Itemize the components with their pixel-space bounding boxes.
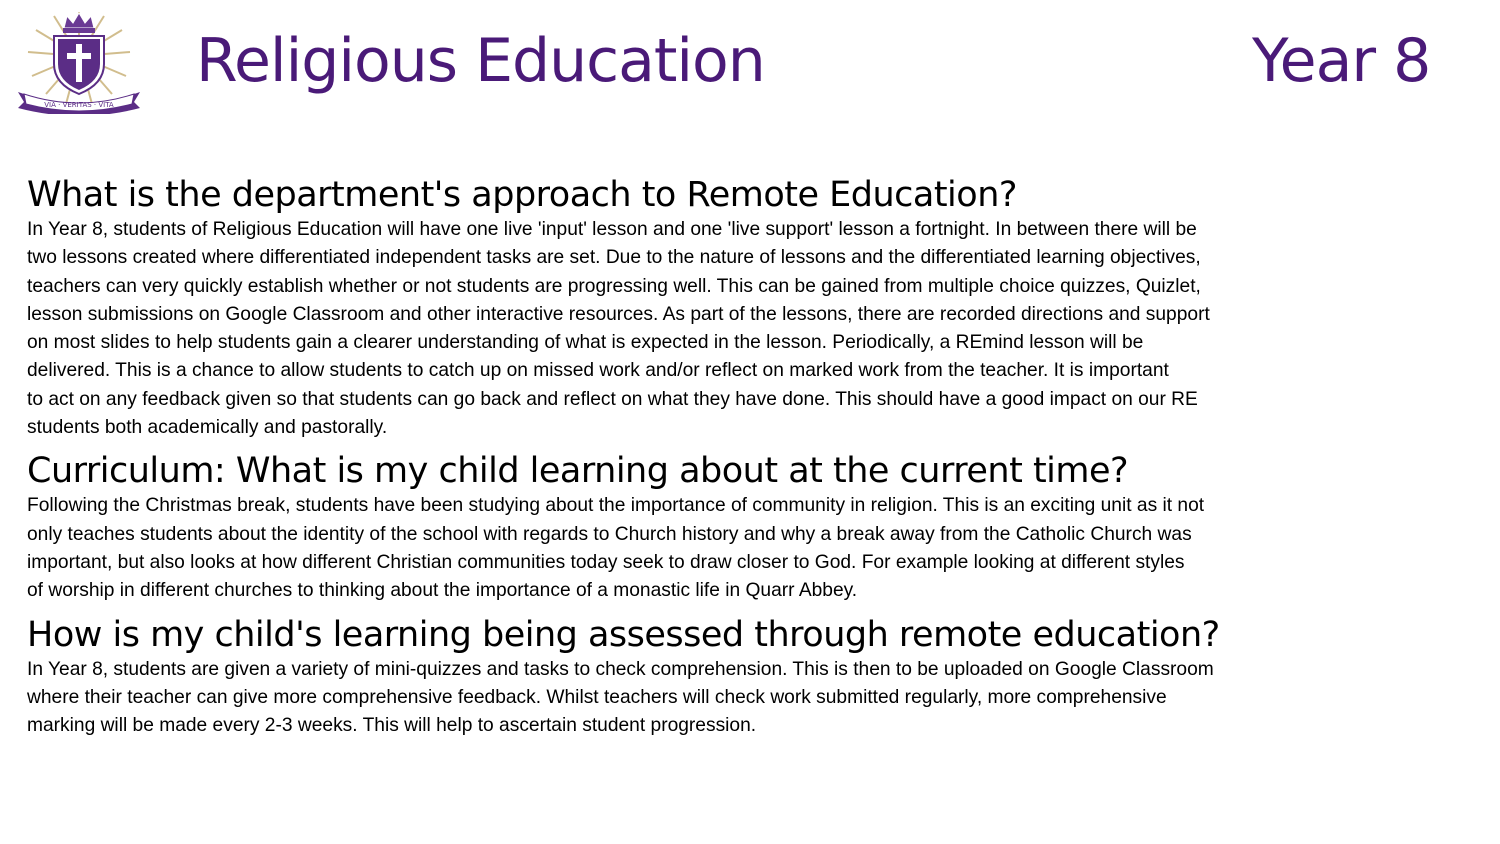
section-heading: Curriculum: What is my child learning about at the current time? (27, 451, 1129, 492)
page-title: Religious Education (196, 26, 765, 96)
section-body: In Year 8, students are given a variety of mini-quizzes and tasks to check comprehension. This is then to be uploaded on Google Classroom where their teacher can give more comprehensive feedback. Whilst teachers will check work submitted regularly, more comprehensive marking will be made every 2-3 weeks. This will help to ascertain student progression. (27, 658, 1214, 737)
section-remote-approach (27, 174, 1487, 442)
year-label: Year 8 (1252, 26, 1431, 96)
section-body: In Year 8, students of Religious Education will have one live 'input' lesson and one 'live support' lesson a fortnight. In between there will be two lessons created where differentiated independent tasks are set. Due to the nature of lessons and the differentiated learning objectives, teachers can very quickly establish whether or not students are progressing well. This can be gained from multiple choice quizzes, Quizlet, lesson submissions on Google Classroom and other interactive resources. As part of the lessons, there are recorded directions and support on most slides to help students gain a clearer understanding of what is expected in the lesson. Periodically, a REmind lesson will be delivered. This is a chance to allow students to catch up on missed work and/or reflect on marked work from the teacher. It is important to act on any feedback given so that students can go back and reflect on what they have done. This should have a good impact on our RE students both academically and pastorally. (27, 219, 1210, 439)
crest-motto: VIA · VERITAS · VITA (44, 101, 114, 109)
section-body: Following the Christmas break, students have been studying about the importance of community in religion. This is an exciting unit as it not only teaches students about the identity of the school with regards to Church history and why a break away from the Catholic Church was important, but also looks at how different Christian communities today seek to draw closer to God. For example looking at different styles of worship in different churches to thinking about the importance of a monastic life in Quarr Abbey. (27, 495, 1205, 602)
section-heading: What is the department's approach to Remote Education? (27, 175, 1017, 215)
content (27, 174, 1487, 740)
section-curriculum (27, 450, 1487, 605)
section-heading: How is my child's learning being assessed through remote education? (27, 614, 1220, 655)
school-crest-icon (14, 6, 144, 114)
section-assessment (27, 614, 1487, 741)
